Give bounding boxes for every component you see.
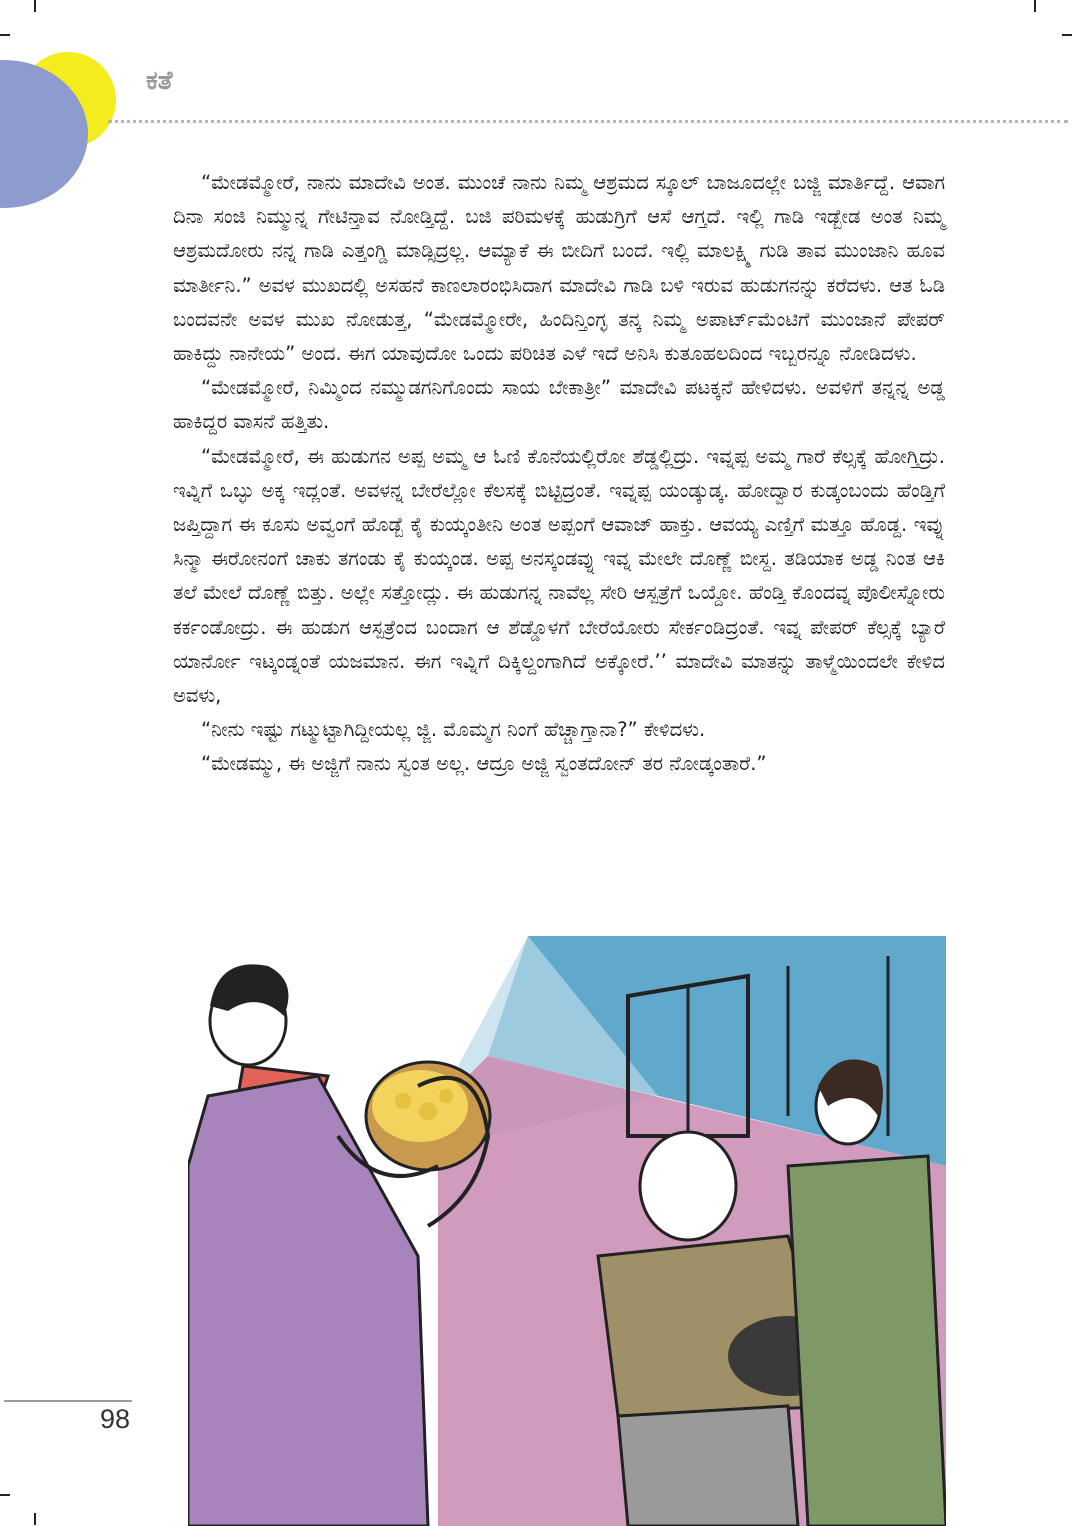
crop-mark	[34, 0, 36, 12]
crop-mark	[0, 1494, 10, 1496]
story-paragraph: “ಮೇಡಮ್ಮೋರೆ, ನಿಮ್ಮಿಂದ ನಮ್ಮುಡಗನಿಗೊಂದು ಸಾಯ ಬೇಕಾತ್ರೀ” ಮಾದೇವಿ ಪಟಕ್ಕನೆ ಹೇಳಿದಳು. ಅವಳಿಗೆ ತನ್ನನ್ನ ಅಡ್ಡ ಹಾಕಿದ್ದರ ವಾಸನೆ ಹತ್ತಿತು.	[173, 376, 945, 434]
story-paragraph: “ಮೇಡಮ್ಮೋರೆ, ನಾನು ಮಾದೇವಿ ಅಂತ. ಮುಂಚೆ ನಾನು ನಿಮ್ಮ ಆಶ್ರಮದ ಸ್ಕೂಲ್ ಬಾಜೂದಲ್ಲೇ ಬಜ್ಜಿ ಮಾರ್ತಿದ್ದೆ. ಆವಾಗ ದಿನಾ ಸಂಜಿ ನಿಮ್ಮುನ್ನ ಗೇಟಿನ್ತಾವ ನೋಡ್ತಿದ್ದೆ. ಬಜಿ ಪರಿಮಳಕ್ಕೆ ಹುಡುಗ್ರಿಗೆ ಆಸೆ ಆಗ್ತದೆ. ಇಲ್ಲಿ ಗಾಡಿ ಇಡ್ಬೇಡ ಅಂತ ನಿಮ್ಮ ಆಶ್ರಮದೋರು ನನ್ನ ಗಾಡಿ ಎತ್ತಂಗ್ಡಿ ಮಾಡ್ಸಿದ್ರಲ್ಲ. ಆಮ್ಯಾಕೆ ಈ ಬೀದಿಗೆ ಬಂದೆ. ಇಲ್ಲಿ ಮಾಲಕ್ಷ್ಮಿ ಗುಡಿ ತಾವ ಮುಂಜಾನಿ ಹೂವ ಮಾರ್ತೀನಿ.” ಅವಳ ಮುಖದಲ್ಲಿ ಅಸಹನೆ ಕಾಣಲಾರಂಭಿಸಿದಾಗ ಮಾದೇವಿ ಗಾಡಿ ಬಳಿ ಇರುವ ಹುಡುಗನನ್ನು ಕರೆದಳು. ಆತ ಓಡಿ ಬಂದವನೇ ಅವಳ ಮುಖ ನೋಡುತ್ತ, “ಮೇಡಮ್ಮೋರೇ, ಹಿಂದಿನ್ತಿಂಗ್ಳ ತನ್ಕ ನಿಮ್ಮ ಅಪಾರ್ಟ್‌ಮೆಂಟಿಗೆ ಮುಂಜಾನೆ ಪೇಪರ್ ಹಾಕಿದ್ದು ನಾನೇಯ” ಅಂದ. ಈಗ ಯಾವುದೋ ಒಂದು ಪರಿಚಿತ ಎಳೆ ಇದೆ ಅನಿಸಿ ಕುತೂಹಲದಿಂದ ಇಬ್ಬರನ್ನೂ ನೋಡಿದಳು.	[173, 171, 945, 366]
story-illustration	[188, 936, 946, 1526]
page-number-rule	[4, 1400, 132, 1402]
dotted-divider	[108, 120, 1068, 123]
story-text	[173, 166, 945, 782]
page-number: 98	[100, 1404, 131, 1434]
section-title: ಕತೆ	[146, 66, 173, 96]
crop-mark	[0, 34, 10, 36]
crop-mark	[1034, 0, 1036, 12]
crop-mark	[1062, 34, 1072, 36]
crop-mark	[34, 1513, 36, 1525]
story-paragraph: “ಮೇಡಮ್ಮು, ಈ ಅಜ್ಜಿಗೆ ನಾನು ಸ್ವಂತ ಅಲ್ಲ. ಆದ್ರೂ ಅಜ್ಜಿ ಸ್ವಂತದೋನ್ ತರ ನೋಡ್ಕಂತಾರೆ.”	[201, 752, 767, 776]
story-paragraph: “ನೀನು ಇಷ್ಟು ಗಟ್ಮುಟ್ಟಾಗಿದ್ದೀಯಲ್ಲ ಜ್ಜಿ. ಮೊಮ್ಮಗ ನಿಂಗೆ ಹೆಚ್ಚಾಗ್ತಾನಾ?” ಕೇಳಿದಳು.	[201, 718, 706, 742]
story-paragraph: “ಮೇಡಮ್ಮೋರೆ, ಈ ಹುಡುಗನ ಅಪ್ಪ ಅಮ್ಮ ಆ ಓಣಿ ಕೊನೆಯಲ್ಲಿರೋ ಶೆಡ್ಡಲ್ಲಿದ್ರು. ಇವ್ನಪ್ಪ ಅಮ್ಮ ಗಾರೆ ಕೆಲ್ಸಕ್ಕೆ ಹೋಗ್ತಿದ್ರು. ಇವ್ನಿಗೆ ಒಬ್ಳು ಅಕ್ಕ ಇದ್ಲಂತೆ. ಅವಳನ್ನ ಬೇರೆಲ್ಲೋ ಕೆಲಸಕ್ಕೆ ಬಿಟ್ಟಿದ್ರಂತೆ. ಇವ್ನಪ್ಪ ಯಂಡ್ಕುಡ್ಕ. ಹೋದ್ವಾರ ಕುಡ್ಕಂಬಂದು ಹೆಂಡ್ತಿಗೆ ಜಪ್ತಿದ್ದಾಗ ಈ ಕೂಸು ಅವ್ವಂಗೆ ಹೊಡ್ಬೆ ಕೈ ಕುಯ್ಕಂತೀನಿ ಅಂತ ಅಪ್ಪಂಗೆ ಆವಾಜ್ ಹಾಕ್ತು. ಆವಯ್ಯ ಎಣ್ತಿಗೆ ಮತ್ತೂ ಹೊಡ್ದ. ಇವ್ನು ಸಿನ್ಮಾ ಈರೋನಂಗೆ ಚಾಕು ತಗಂಡು ಕೈ ಕುಯ್ಕಂಡ. ಅಪ್ಪ ಅನಸ್ಕಂಡವ್ನು ಇವ್ನ ಮೇಲೇ ದೊಣ್ಣೆ ಬೀಸ್ದ. ತಡಿಯಾಕ ಅಡ್ಡ ನಿಂತ ಆಕಿ ತಲೆ ಮೇಲೆ ದೊಣ್ಣೆ ಬಿತ್ತು. ಅಲ್ಲೇ ಸತ್ತೋದ್ಲು. ಈ ಹುಡುಗನ್ನ ನಾವೆಲ್ಲ ಸೇರಿ ಆಸ್ಪತ್ರೆಗೆ ಒಯ್ದೋ. ಹೆಂಡ್ತಿ ಕೊಂದವ್ನ ಪೊಲೀಸ್ನೋರು ಕರ್ಕಂಡೋದ್ರು. ಈ ಹುಡುಗ ಆಸ್ಪತ್ರೆಂದ ಬಂದಾಗ ಆ ಶೆಡ್ಡೊಳಗೆ ಬೇರೆಯೋರು ಸೇರ್ಕಂಡಿದ್ರಂತೆ. ಇವ್ನ ಪೇಪರ್ ಕೆಲ್ಸಕ್ಕೆ ಬ್ಯಾರೆ ಯಾರ್ನೋ ಇಟ್ಕಂಡ್ನಂತೆ ಯಜಮಾನ. ಈಗ ಇವ್ನಿಗೆ ದಿಕ್ಕಿಲ್ದಂಗಾಗಿದೆ ಅಕ್ಕೋರೆ.’’ ಮಾದೇವಿ ಮಾತನ್ನು ತಾಳ್ಮೆಯಿಂದಲೇ ಕೇಳಿದ ಅವಳು,	[173, 444, 945, 708]
